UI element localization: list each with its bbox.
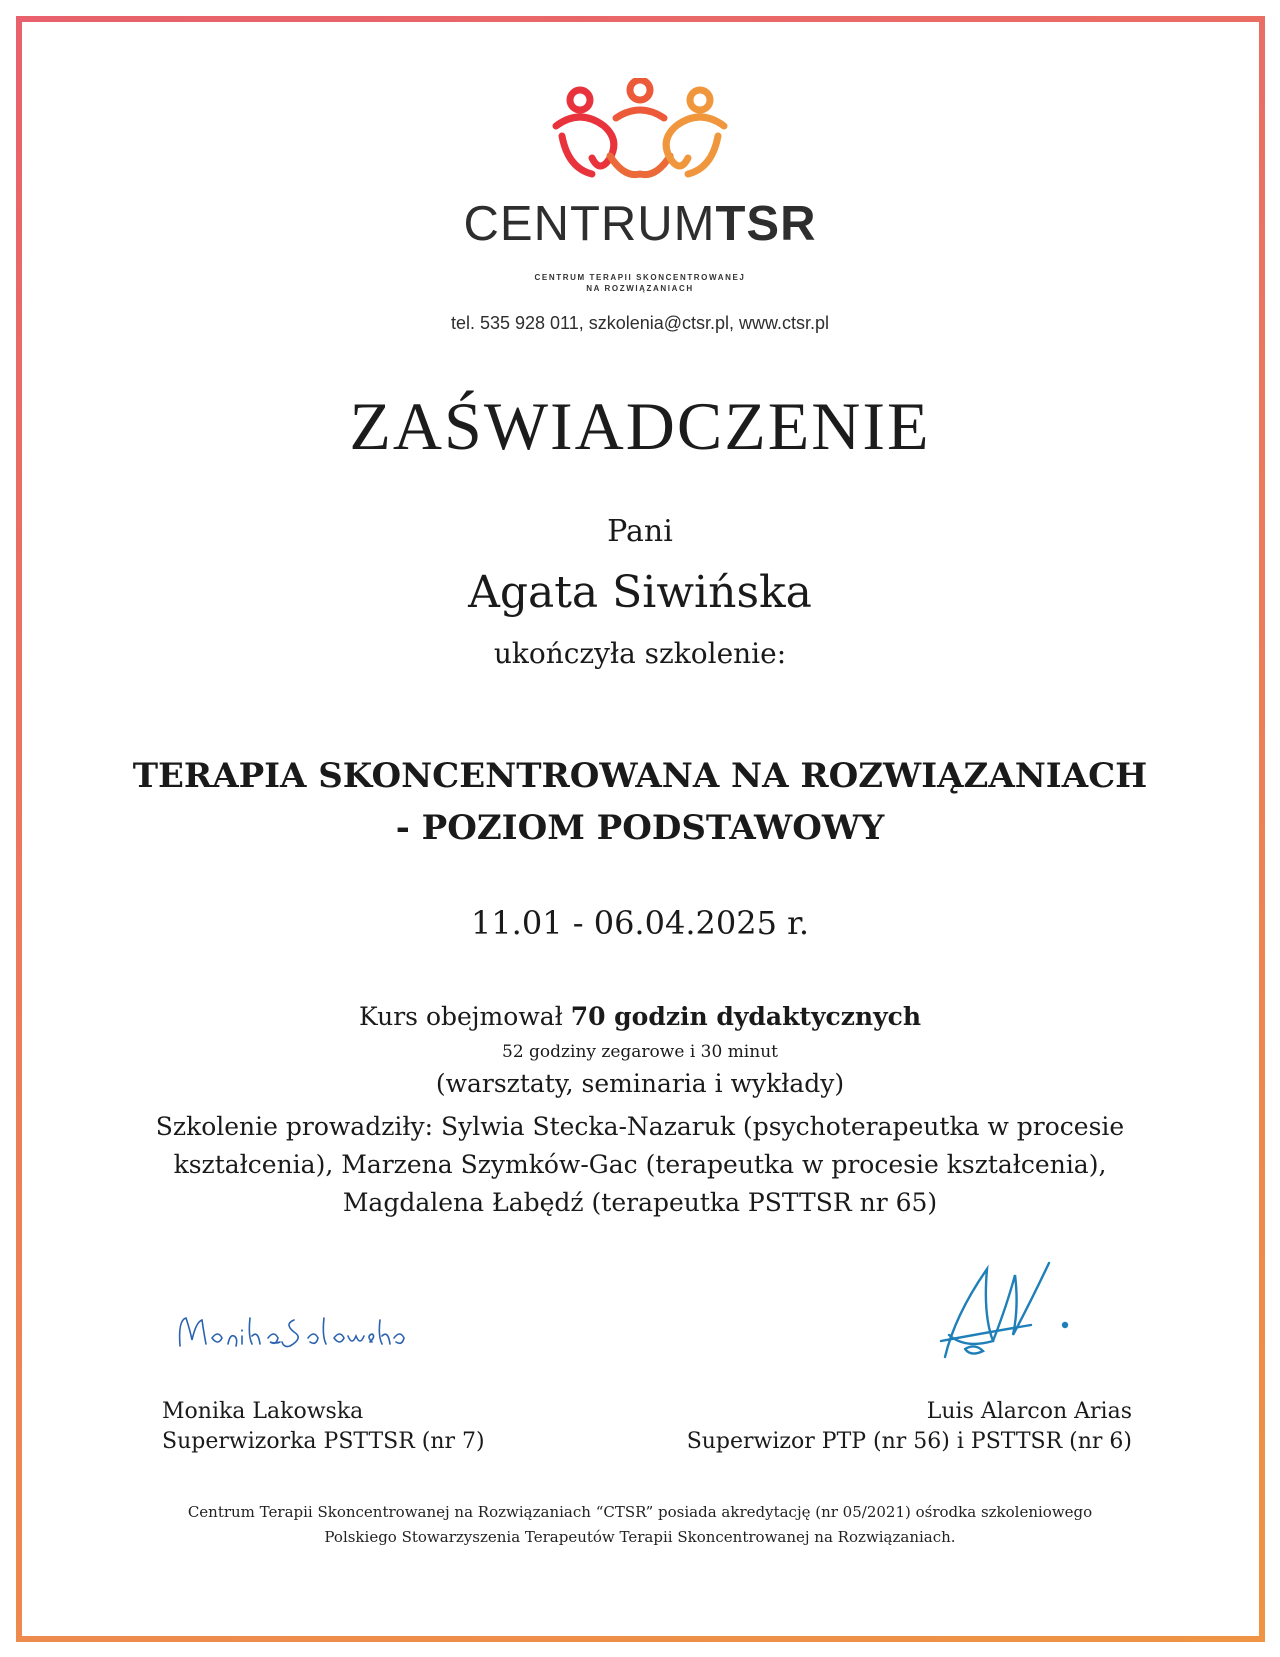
course-title-line2: - POZIOM PODSTAWOWY <box>395 808 885 848</box>
footer-line2: Polskiego Stowarzyszenia Terapeutów Terapii Skoncentrowanej na Rozwiązaniach. <box>324 1528 956 1546</box>
accreditation-footer <box>0 1500 1280 1550</box>
brand-subtitle <box>0 272 1280 294</box>
brand-subtitle-line2: NA ROZWIĄZANIACH <box>586 284 694 293</box>
completed-text: ukończyła szkolenie: <box>493 637 787 670</box>
signer-right-name: Luis Alarcon Arias <box>926 1399 1132 1424</box>
trainers-text: Szkolenie prowadziły: Sylwia Stecka-Nazaruk (psychoterapeutka w procesie kształcenia), Marzena Szymków-Gac (terapeutka w procesie kształcenia), Magdalena Łabędź (terapeutka PSTTSR nr 65) <box>155 1112 1125 1217</box>
course-hours-bold: 70 godzin dydaktycznych <box>570 1002 921 1031</box>
brand-name <box>0 197 1280 251</box>
course-dates: 11.01 - 06.04.2025 r. <box>470 904 810 942</box>
course-hours <box>0 1003 1280 1032</box>
signer-left-role: Superwizorka PSTTSR (nr 7) <box>162 1429 485 1454</box>
signer-right-role: Superwizor PTP (nr 56) i PSTTSR (nr 6) <box>686 1429 1132 1454</box>
signer-left <box>162 1397 485 1457</box>
brand-subtitle-line1: CENTRUM TERAPII SKONCENTROWANEJ <box>534 273 746 282</box>
brand-name-bold: TSR <box>715 197 817 251</box>
brand-name-light: CENTRUM <box>463 197 716 251</box>
footer-line1: Centrum Terapii Skoncentrowanej na Rozwiązaniach “CTSR” posiada akredytację (nr 05/2021) ośrodka szkoleniowego <box>187 1503 1093 1521</box>
salutation: Pani <box>607 514 673 549</box>
course-hours-prefix: Kurs obejmował <box>359 1002 563 1031</box>
signature-right-image <box>935 1245 1105 1365</box>
contact-info: tel. 535 928 011, szkolenia@ctsr.pl, www.ctsr.pl <box>450 313 830 333</box>
three-people-logo-icon <box>548 78 732 188</box>
recipient-name: Agata Siwińska <box>468 567 812 618</box>
signer-left-name: Monika Lakowska <box>162 1399 364 1424</box>
signer-right <box>687 1397 1132 1457</box>
course-title <box>0 750 1280 854</box>
course-forms: (warsztaty, seminaria i wykłady) <box>435 1069 845 1098</box>
course-title-line1: TERAPIA SKONCENTROWANA NA ROZWIĄZANIACH <box>132 756 1148 796</box>
certificate-title: ZAŚWIADCZENIE <box>349 388 931 464</box>
course-hours-clock: 52 godziny zegarowe i 30 minut <box>502 1042 778 1062</box>
signature-left-image <box>172 1300 407 1360</box>
